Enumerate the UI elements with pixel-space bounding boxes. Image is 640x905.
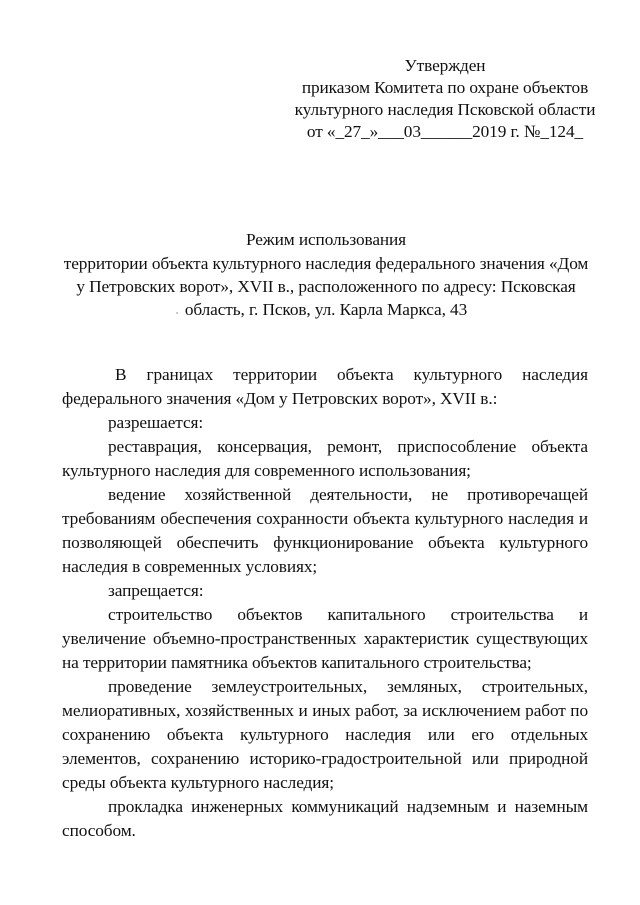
allowed-label: разрешается: (108, 413, 204, 432)
approval-line-approved: Утвержден (404, 56, 486, 75)
approval-line-order: приказом Комитета по охране объектов (301, 78, 589, 97)
title-line-1: Режим использования (245, 230, 407, 249)
approval-line-date-number: от «_27_»___03______2019 г. №_124_ (306, 122, 584, 141)
title-line-3: у Петровских ворот», XVII в., расположенного по адресу: Псковская (76, 277, 576, 296)
title-line-4: область, г. Псков, ул. Карла Маркса, 43 (184, 300, 468, 319)
approval-stamp-block (280, 55, 610, 143)
document-title (56, 228, 596, 321)
document-body (62, 363, 588, 843)
scan-speck (176, 312, 178, 314)
title-line-2: территории объекта культурного наследия федерального значения «Дом (63, 254, 589, 273)
forbidden-label: запрещается: (108, 581, 204, 600)
allowed-item: ведение хозяйственной деятельности, не противоречащей требованиям обеспечения сохранности объекта культурного наследия и позволяющей обеспечить функционирование объекта культурного наследия в современных условиях; (62, 485, 588, 576)
intro-paragraph: В границах территории объекта культурного наследия федерального значения «Дом у Петровских ворот», XVII в.: (62, 365, 588, 408)
allowed-item: реставрация, консервация, ремонт, приспособление объекта культурного наследия для современного использования; (62, 437, 588, 480)
forbidden-item: прокладка инженерных коммуникаций надземным и наземным способом. (62, 797, 588, 840)
forbidden-item: проведение землеустроительных, земляных, строительных, мелиоративных, хозяйственных и иных работ, за исключением работ по сохранению объекта культурного наследия или его отдельных элементов, сохранению историко-градостроительной или природной среды объекта культурного наследия; (62, 677, 588, 792)
forbidden-item: строительство объектов капитального строительства и увеличение объемно-пространственных характеристик существующих на территории памятника объектов капитального строительства; (62, 605, 588, 672)
approval-line-committee: культурного наследия Псковской области (294, 100, 596, 119)
